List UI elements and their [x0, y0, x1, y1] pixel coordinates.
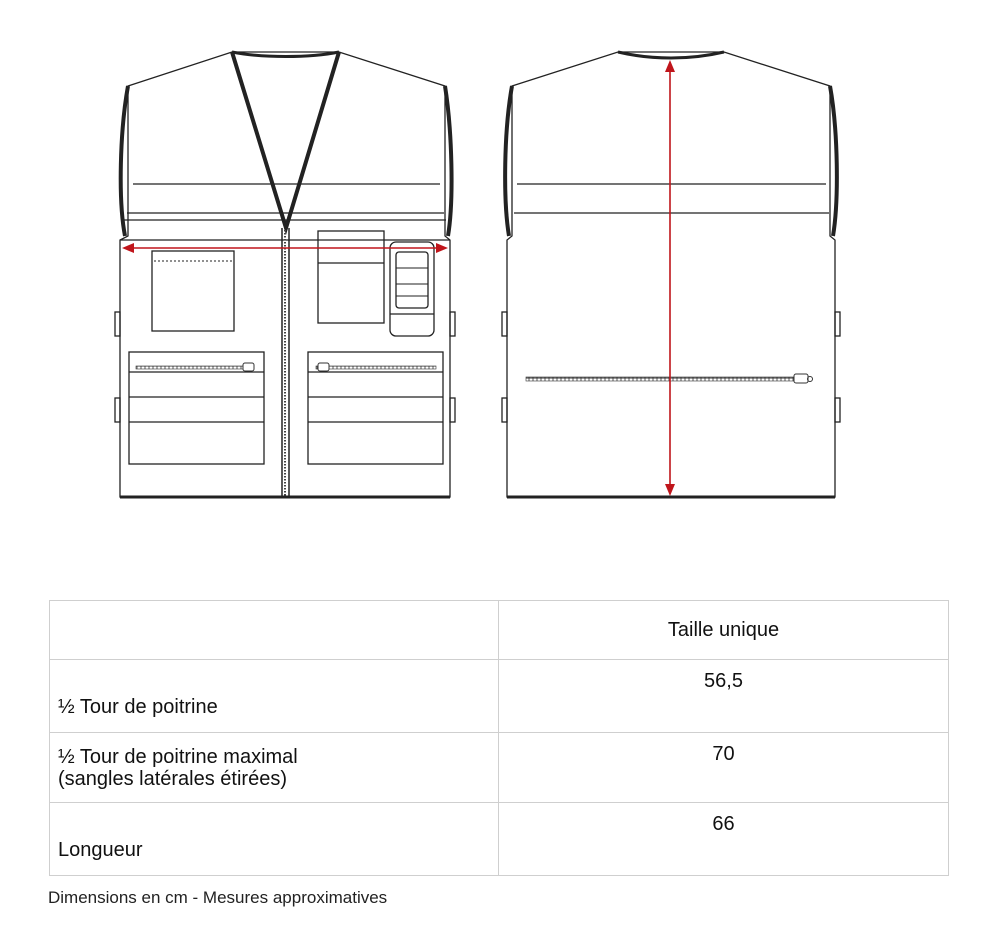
table-header-row	[50, 601, 949, 660]
row-label: ½ Tour de poitrine maximal	[58, 745, 298, 768]
row-label: ½ Tour de poitrine	[58, 696, 218, 718]
vest-back	[502, 52, 840, 497]
table-row	[50, 803, 949, 876]
vest-front	[115, 52, 455, 497]
size-table	[49, 600, 949, 876]
row-value-length: 66	[499, 803, 949, 876]
row-value-chest-max: 70	[499, 733, 949, 803]
table-row	[50, 733, 949, 803]
row-value-chest: 56,5	[499, 660, 949, 733]
row-label-length	[50, 803, 499, 876]
row-label: Longueur	[58, 839, 143, 861]
table-row	[50, 660, 949, 733]
row-sublabel: (sangles latérales étirées)	[58, 767, 287, 790]
footnote: Dimensions en cm - Mesures approximatives	[48, 888, 388, 907]
row-label-chest	[50, 660, 499, 733]
size-header: Taille unique	[499, 601, 949, 660]
header-empty-cell	[50, 601, 499, 660]
row-label-chest-max	[50, 733, 499, 803]
